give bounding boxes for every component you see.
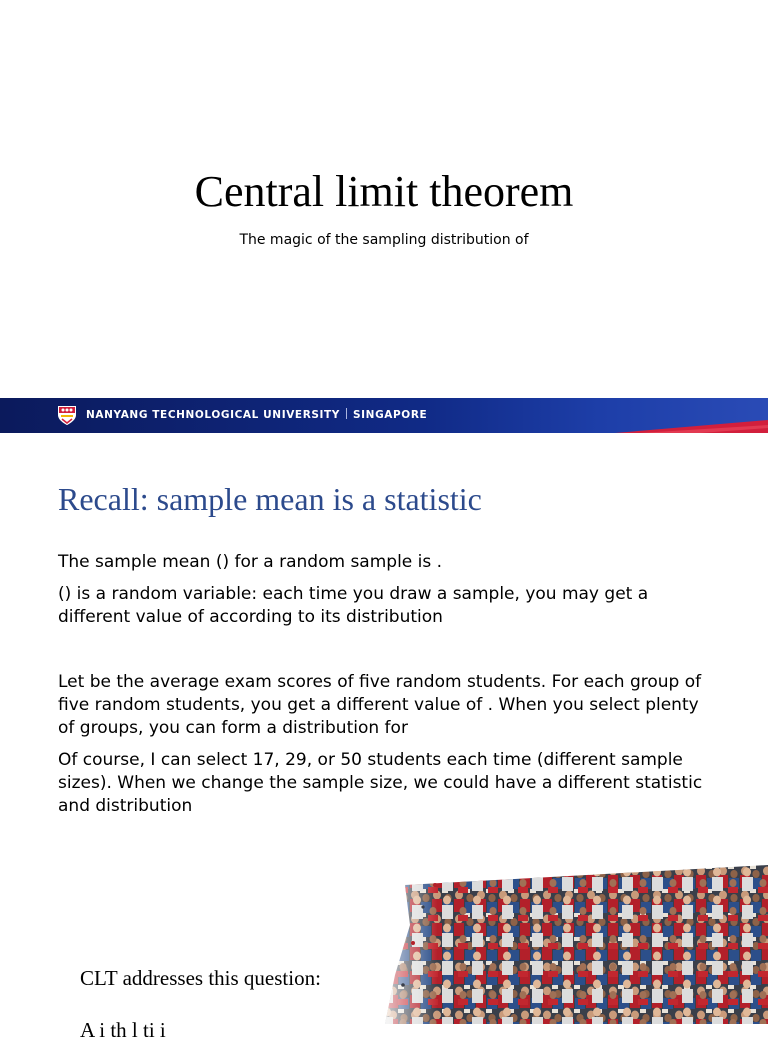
university-crest-icon	[56, 404, 78, 426]
university-location: SINGAPORE	[353, 409, 428, 421]
banner-divider	[346, 408, 347, 419]
clt-text: CLT addresses this question:	[80, 966, 321, 990]
paragraph-sample-sizes: Of course, I can select 17, 29, or 50 students each time (different sample sizes). When we change the sample size, we could have a different statistic and distribution	[58, 750, 703, 816]
paragraph-random-variable: () is a random variable: each time you draw a sample, you may get a different value of according to its distribution	[58, 584, 649, 627]
crowd-photo	[365, 865, 768, 1024]
title-slide	[0, 0, 768, 398]
paragraph-sample-mean: The sample mean () for a random sample is .	[58, 552, 443, 572]
university-banner	[0, 398, 768, 433]
content-slide	[0, 433, 768, 1042]
slide-heading: Recall: sample mean is a statistic	[58, 481, 482, 517]
paragraph-exam-example: Let be the average exam scores of five random students. For each group of five random students, you get a different value of . When you select plenty of groups, you can form a distribution for	[58, 672, 702, 738]
cutoff-text: A i th l ti i	[80, 1018, 166, 1042]
slide-title: Central limit theorem	[194, 167, 574, 216]
banner-text	[86, 408, 427, 421]
slide-subtitle: The magic of the sampling distribution of	[239, 232, 529, 248]
university-name: NANYANG TECHNOLOGICAL UNIVERSITY	[86, 409, 341, 421]
